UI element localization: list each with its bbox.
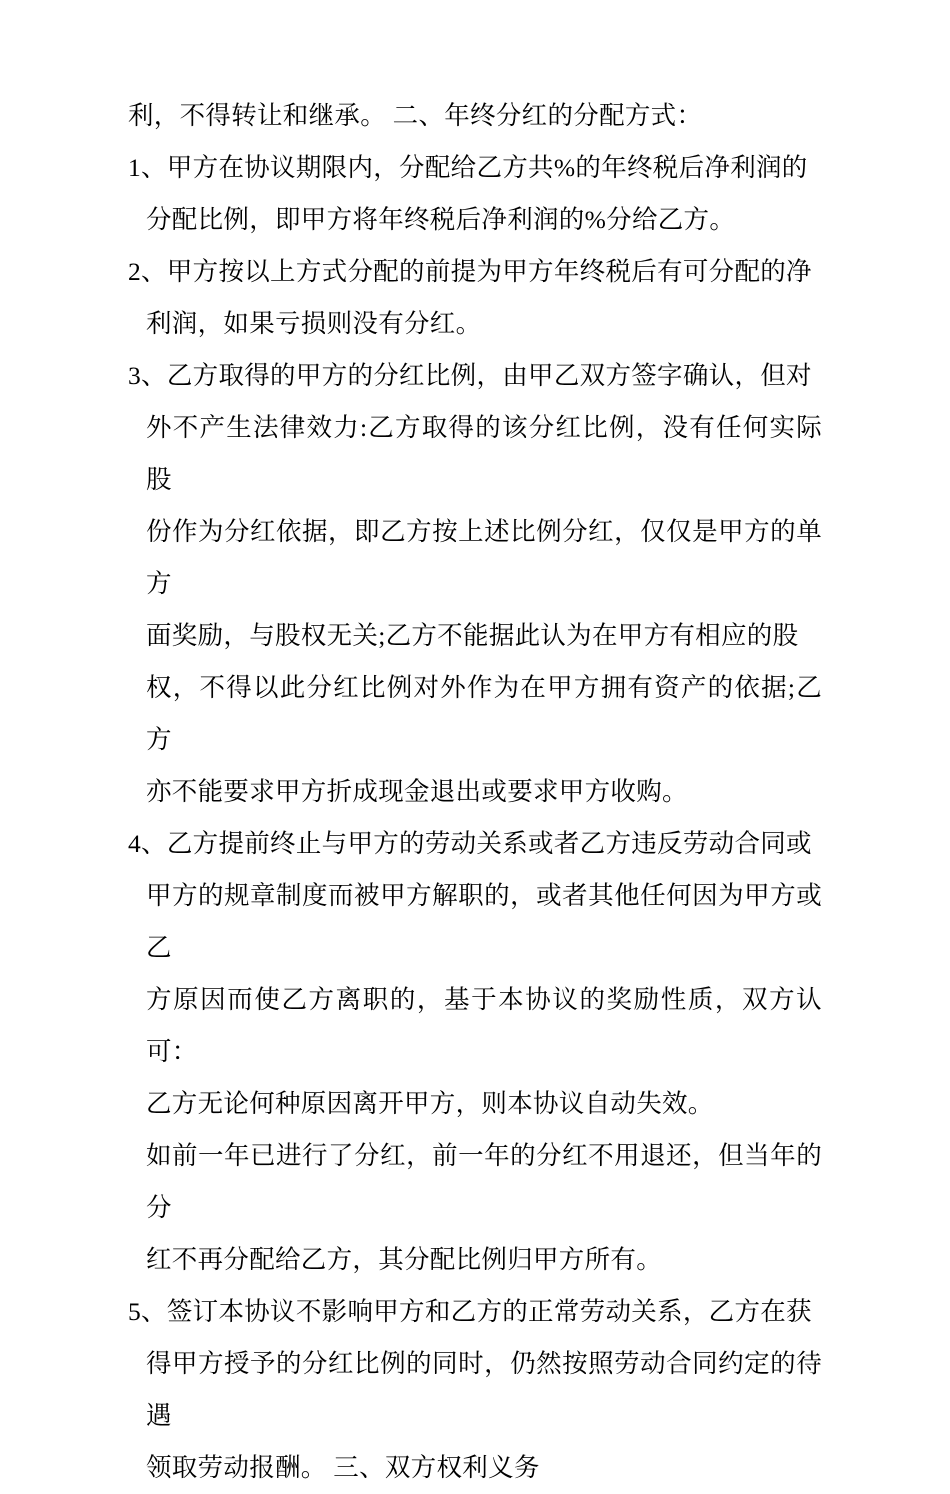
paragraph-line: 领取劳动报酬。 三、双方权利义务 — [146, 1453, 540, 1482]
paragraph — [128, 1130, 822, 1286]
paragraph-line: 3、乙方取得的甲方的分红比例，由甲乙双方签字确认，但对 — [128, 361, 812, 390]
paragraph-line: 4、乙方提前终止与甲方的劳动关系或者乙方违反劳动合同或 — [128, 829, 812, 858]
paragraph-line: 如前一年已进行了分红，前一年的分红不用退还，但当年的分 — [146, 1141, 822, 1222]
paragraph-line: 红不再分配给乙方，其分配比例归甲方所有。 — [146, 1245, 663, 1274]
paragraph — [128, 350, 822, 818]
paragraph-line: 权，不得以此分红比例对外作为在甲方拥有资产的依据;乙方 — [146, 673, 822, 754]
paragraph-line: 面奖励，与股权无关;乙方不能据此认为在甲方有相应的股 — [146, 621, 799, 650]
document-body — [128, 90, 822, 1494]
paragraph-line: 5、签订本协议不影响甲方和乙方的正常劳动关系，乙方在获 — [128, 1297, 812, 1326]
paragraph — [128, 1286, 822, 1494]
paragraph — [128, 142, 822, 246]
paragraph-line: 甲方的规章制度而被甲方解职的，或者其他任何因为甲方或乙 — [146, 881, 822, 962]
paragraph — [128, 246, 822, 350]
paragraph-line: 亦不能要求甲方折成现金退出或要求甲方收购。 — [146, 777, 688, 806]
paragraph-line: 利，不得转让和继承。 二、年终分红的分配方式： — [128, 101, 703, 130]
paragraph-line: 外不产生法律效力:乙方取得的该分红比例，没有任何实际股 — [146, 413, 822, 494]
paragraph-line: 方原因而使乙方离职的，基于本协议的奖励性质，双方认可： — [146, 985, 822, 1066]
paragraph-line: 份作为分红依据，即乙方按上述比例分红，仅仅是甲方的单方 — [146, 517, 822, 598]
paragraph-line: 2、甲方按以上方式分配的前提为甲方年终税后有可分配的净 — [128, 257, 812, 286]
paragraph-line: 得甲方授予的分红比例的同时，仍然按照劳动合同约定的待遇 — [146, 1349, 822, 1430]
paragraph-line: 利润，如果亏损则没有分红。 — [146, 309, 482, 338]
paragraph — [128, 90, 822, 142]
paragraph-line: 乙方无论何种原因离开甲方，则本协议自动失效。 — [146, 1089, 714, 1118]
paragraph-line: 分配比例，即甲方将年终税后净利润的%分给乙方。 — [146, 205, 736, 234]
paragraph — [128, 818, 822, 1130]
paragraph-line: 1、甲方在协议期限内，分配给乙方共%的年终税后净利润的 — [128, 153, 808, 182]
